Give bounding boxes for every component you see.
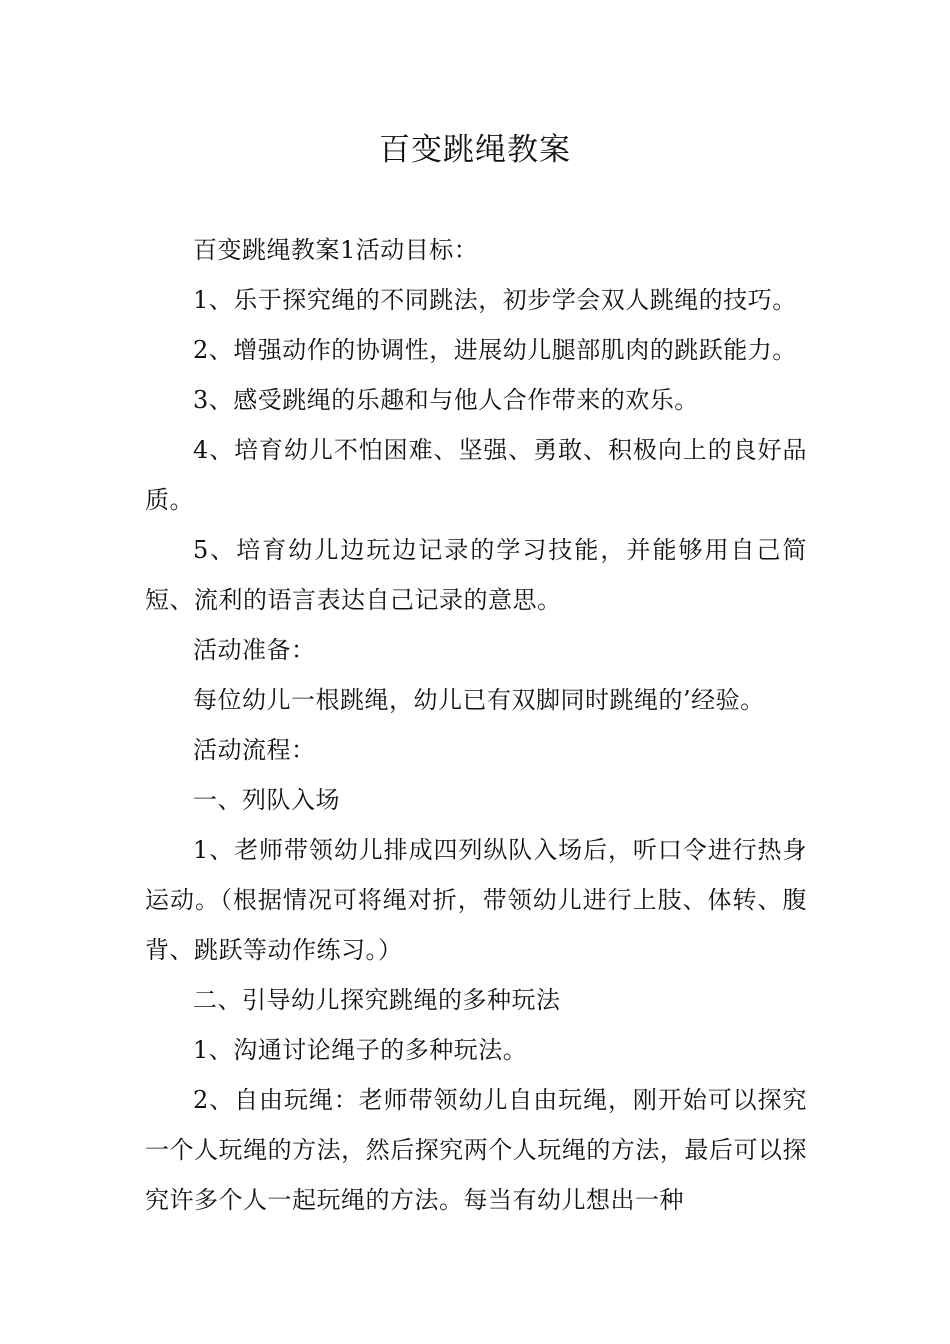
paragraph: 2、自由玩绳：老师带领幼儿自由玩绳，刚开始可以探究一个人玩绳的方法，然后探究两个人玩绳的方法，最后可以探究许多个人一起玩绳的方法。每当有幼儿想出一种: [145, 1086, 807, 1214]
document-title: 百变跳绳教案: [379, 132, 571, 168]
paragraph: 5、培育幼儿边玩边记录的学习技能，并能够用自己简短、流利的语言表达自己记录的意思。: [145, 536, 807, 614]
paragraph: 3、感受跳绳的乐趣和与他人合作带来的欢乐。: [193, 386, 699, 414]
paragraph: 2、增强动作的协调性，进展幼儿腿部肌肉的跳跃能力。: [193, 336, 797, 364]
paragraph: 一、列队入场: [193, 786, 340, 814]
paragraph: 活动准备：: [193, 636, 316, 664]
paragraph: 百变跳绳教案1活动目标：: [193, 236, 479, 264]
paragraph: 活动流程：: [193, 736, 316, 764]
paragraph: 每位幼儿一根跳绳，幼儿已有双脚同时跳绳的’经验。: [193, 686, 765, 714]
document-body: [145, 225, 807, 1225]
paragraph: 1、老师带领幼儿排成四列纵队入场后，听口令进行热身运动。（根据情况可将绳对折，带领幼儿进行上肢、体转、腹背、跳跃等动作练习。）: [145, 836, 807, 964]
paragraph: 1、乐于探究绳的不同跳法，初步学会双人跳绳的技巧。: [193, 286, 797, 314]
paragraph: 1、沟通讨论绳子的多种玩法。: [193, 1036, 528, 1064]
paragraph: 二、引导幼儿探究跳绳的多种玩法: [193, 986, 561, 1014]
paragraph: 4、培育幼儿不怕困难、坚强、勇敢、积极向上的良好品质。: [145, 436, 807, 514]
